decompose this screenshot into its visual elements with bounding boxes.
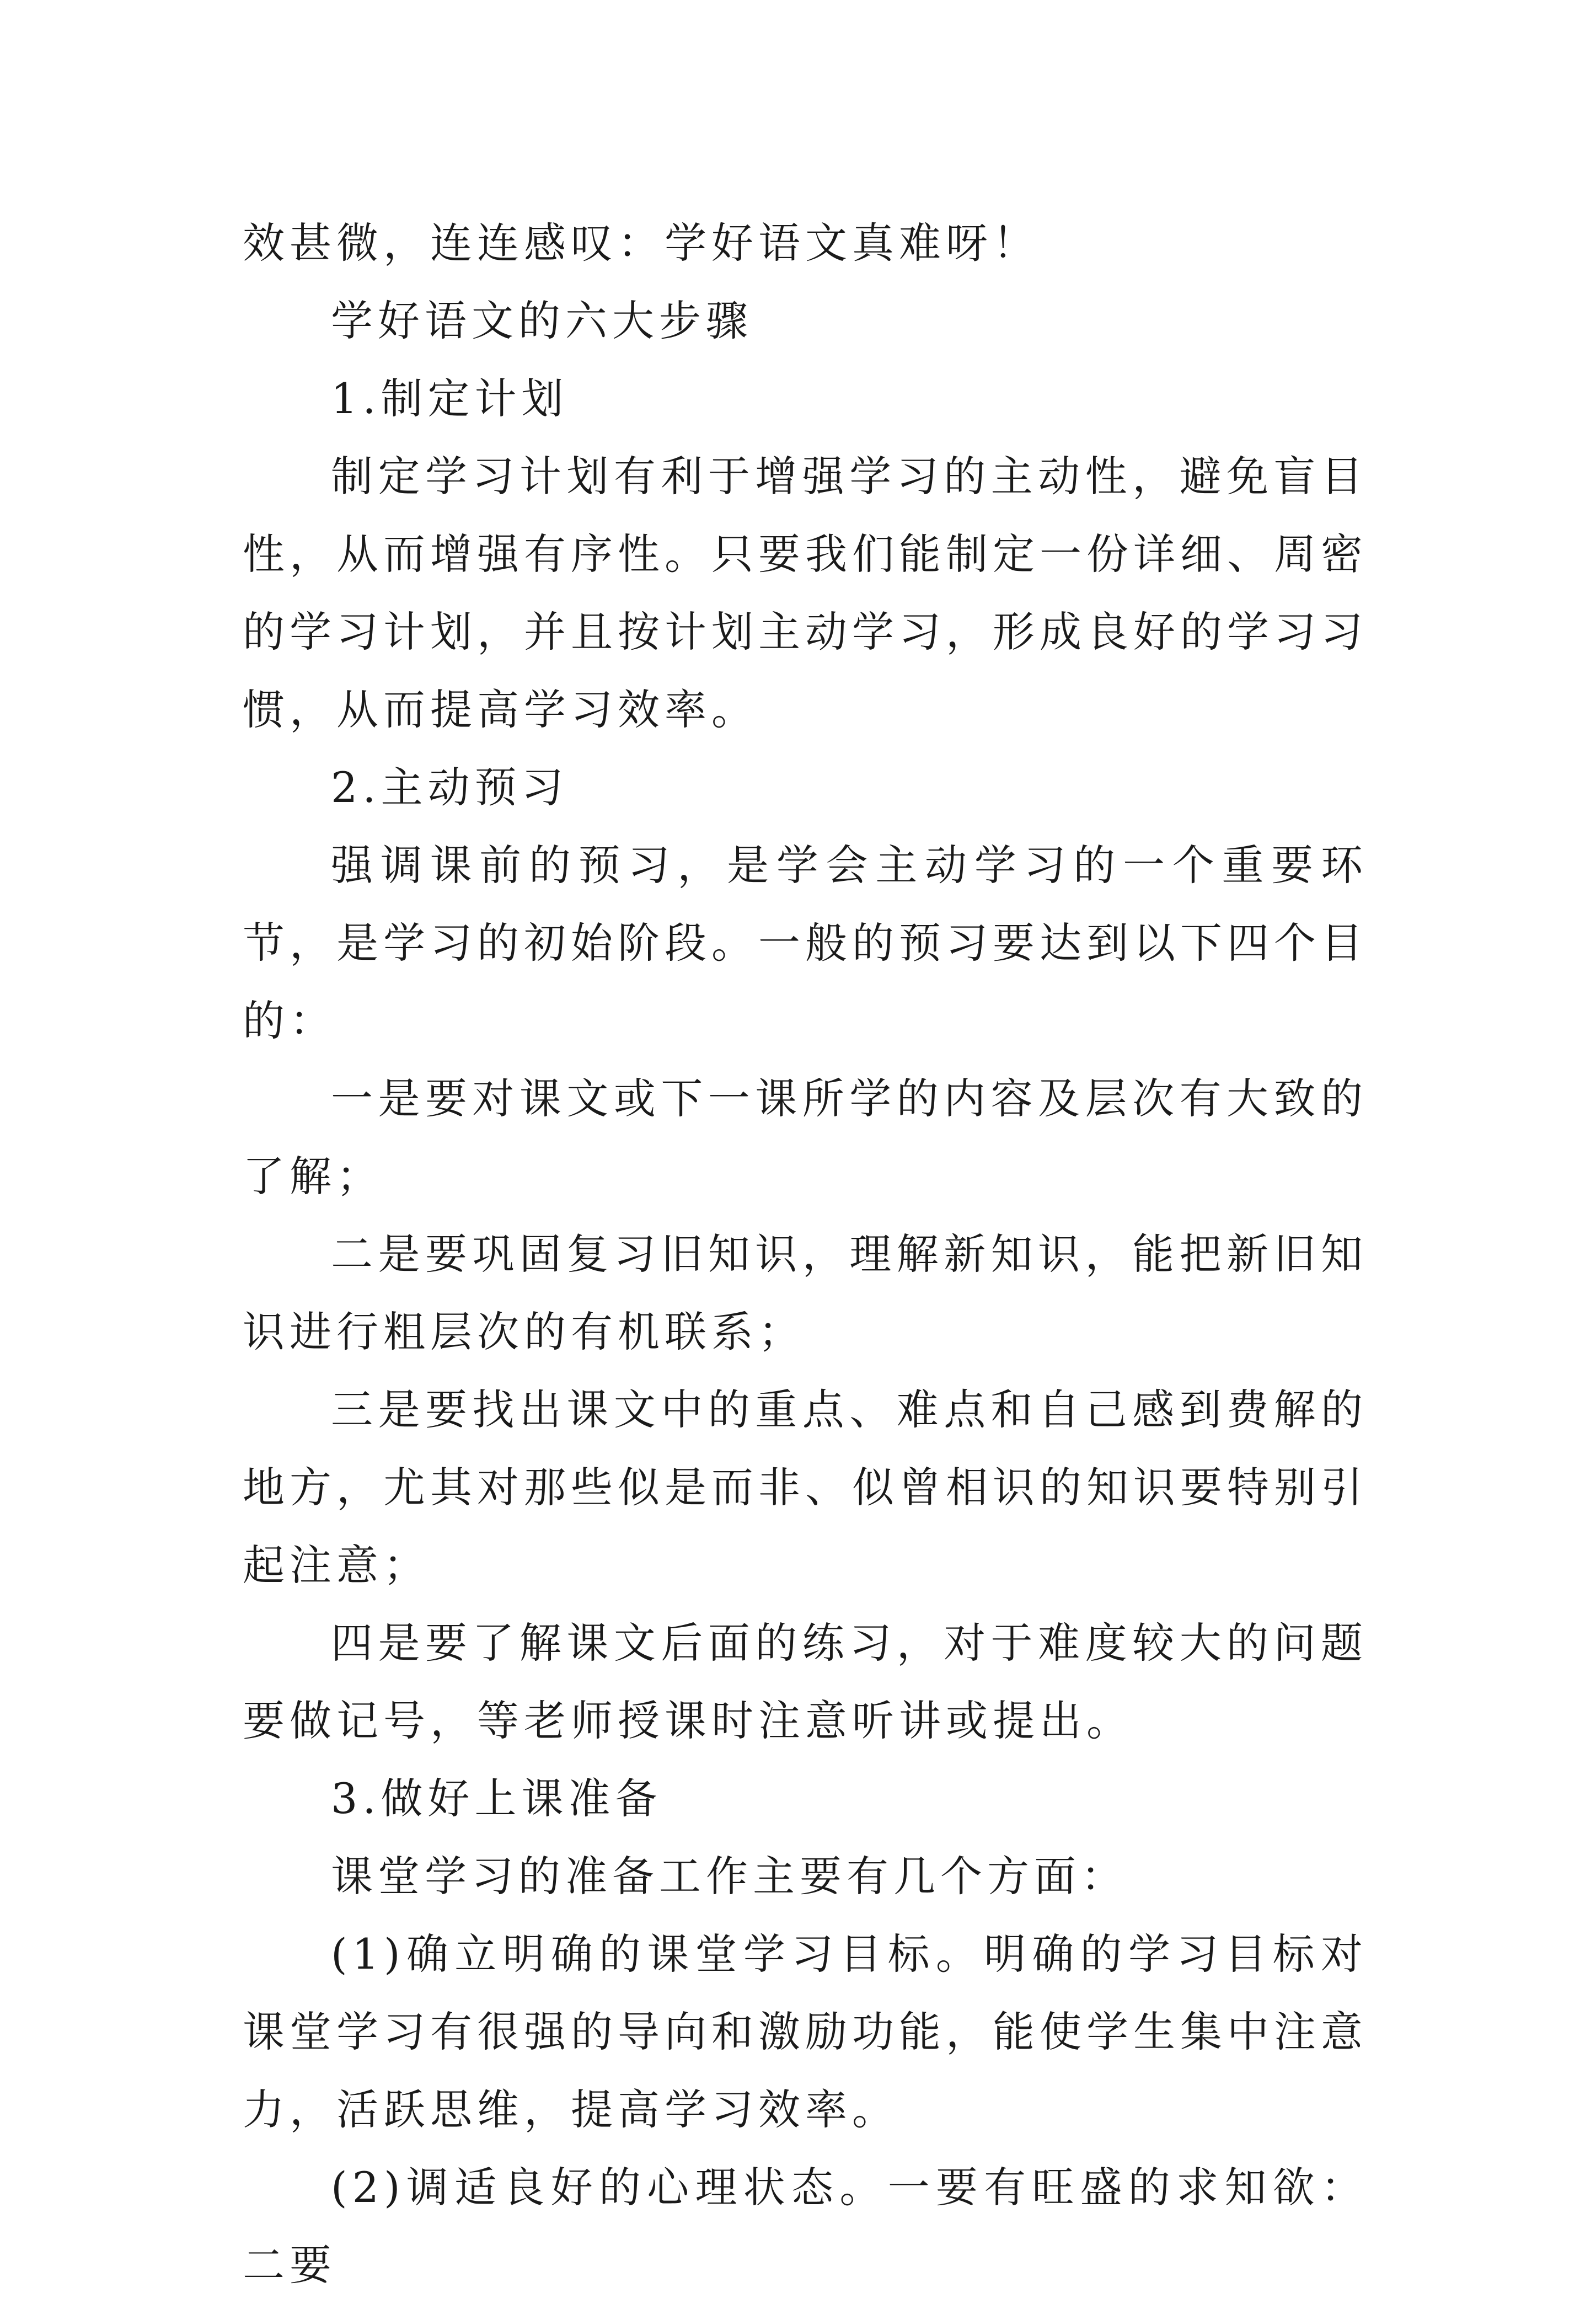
paragraph: 课堂学习的准备工作主要有几个方面： [331, 1852, 1128, 1901]
list-item: 四是要了解课文后面的练习，对于难度较大的问题要做记号，等老师授课时注意听讲或提出。 [243, 1618, 1368, 1745]
list-item: 二是要巩固复习旧知识，理解新知识，能把新旧知识进行粗层次的有机联系； [243, 1229, 1368, 1356]
step-heading-1: 1.制定计划 [331, 374, 569, 423]
list-item: 一是要对课文或下一课所学的内容及层次有大致的了解； [243, 1074, 1368, 1201]
list-item: (1)确立明确的课堂学习目标。明确的学习目标对课堂学习有很强的导向和激励功能，能使学生集中注意力，活跃思维，提高学习效率。 [243, 1929, 1368, 2134]
step-heading-2: 2.主动预习 [331, 763, 569, 812]
paragraph: 制定学习计划有利于增强学习的主动性，避免盲目性，从而增强有序性。只要我们能制定一份详细、周密的学习计划，并且按计划主动学习，形成良好的学习习惯，从而提高学习效率。 [243, 452, 1368, 734]
document-body [243, 204, 1368, 2304]
list-item: (2)调适良好的心理状态。一要有旺盛的求知欲：二要 [243, 2163, 1368, 2290]
paragraph-continuation: 效甚微，连连感叹：学好语文真难呀！ [243, 218, 1040, 268]
paragraph: 强调课前的预习，是学会主动学习的一个重要环节，是学习的初始阶段。一般的预习要达到以下四个目的： [243, 841, 1368, 1045]
list-item: 三是要找出课文中的重点、难点和自己感到费解的地方，尤其对那些似是而非、似曾相识的知识要特别引起注意； [243, 1385, 1368, 1590]
step-heading-3: 3.做好上课准备 [331, 1774, 662, 1823]
section-heading: 学好语文的六大步骤 [331, 296, 753, 345]
